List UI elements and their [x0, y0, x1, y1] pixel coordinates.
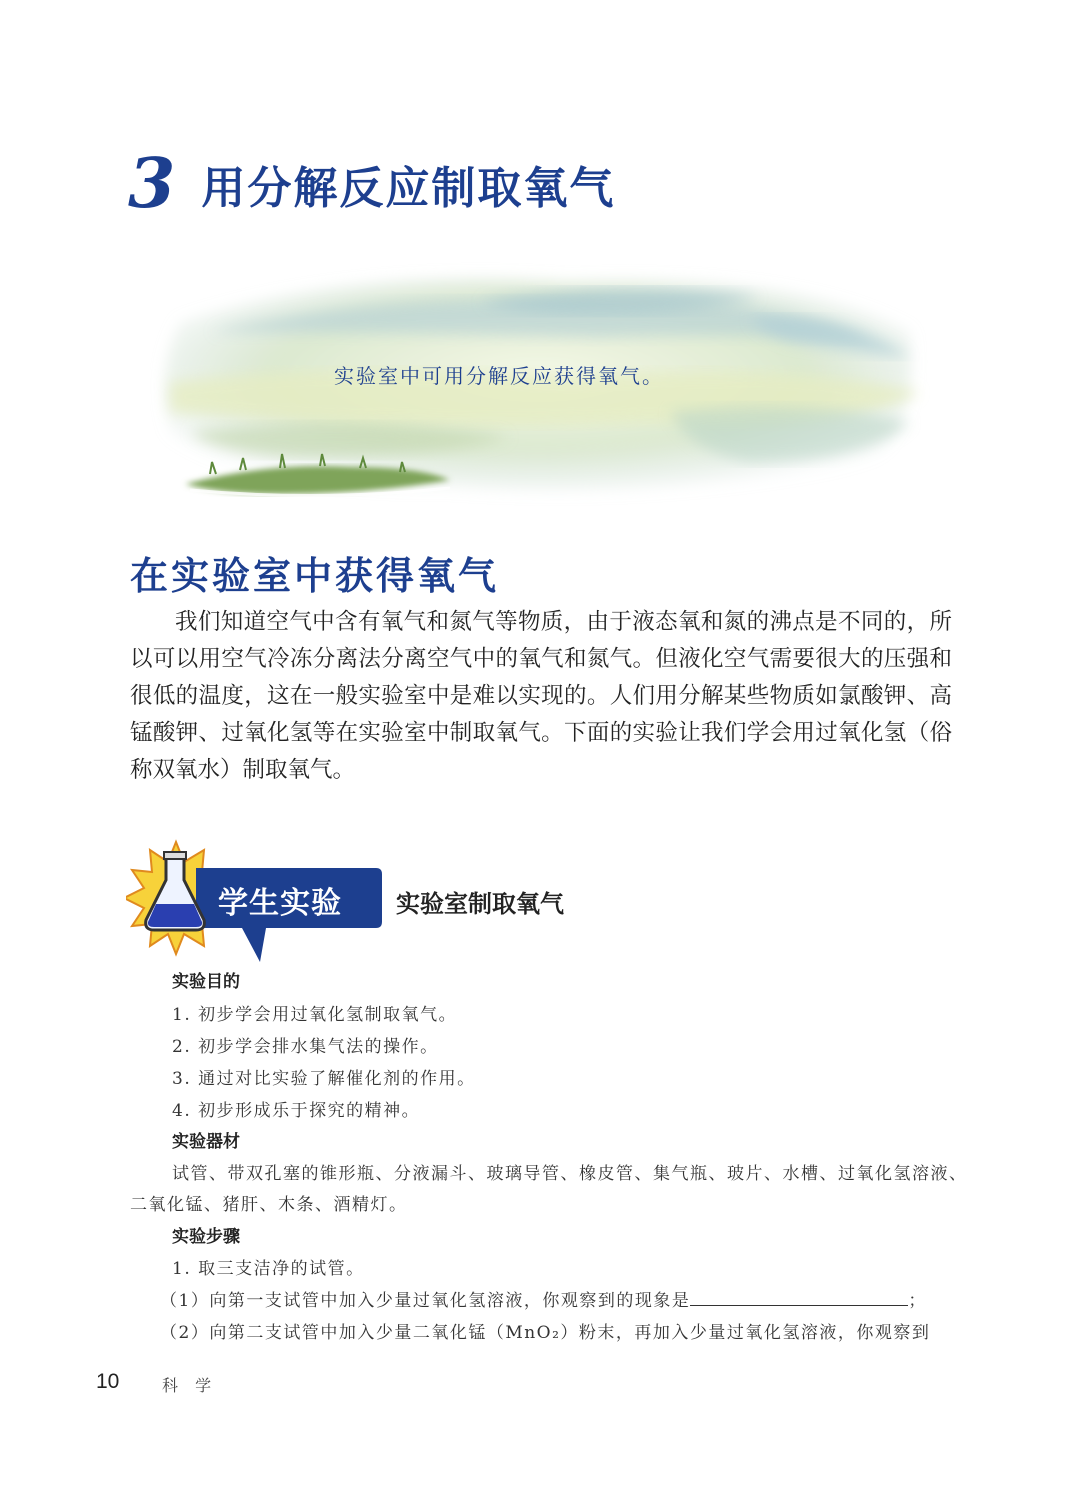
materials-heading: 实验器材 [172, 1132, 240, 1152]
step-item: 1. 取三支洁净的试管。 [172, 1259, 365, 1279]
purpose-heading: 实验目的 [172, 972, 240, 992]
materials-line: 二氧化锰、猪肝、木条、酒精灯。 [130, 1195, 408, 1215]
purpose-item: 2. 初步学会排水集气法的操作。 [172, 1037, 439, 1057]
intro-paragraph: 我们知道空气中含有氧气和氮气等物质，由于液态氧和氮的沸点是不同的，所以可以用空气冷冻分离法分离空气中的氧气和氮气。但液化空气需要很大的压强和很低的温度，这在一般实验室中是难以实现的。人们用分解某些物质如氯酸钾、高锰酸钾、过氧化氢等在实验室中制取氧气。下面的实验让我们学会用过氧化氢（俗称双氧水）制取氧气。 [130, 609, 952, 783]
chapter-heading [128, 144, 616, 224]
watercolor-banner [150, 262, 930, 512]
purpose-item: 3. 通过对比实验了解催化剂的作用。 [172, 1069, 476, 1089]
step-item: （2）向第二支试管中加入少量二氧化锰（MnO₂）粉末，再加入少量过氧化氢溶液，你观察到 [160, 1323, 931, 1343]
student-experiment-header [126, 836, 646, 964]
purpose-item: 1. 初步学会用过氧化氢制取氧气。 [172, 1005, 458, 1025]
experiment-title: 实验室制取氧气 [396, 890, 564, 918]
steps-heading: 实验步骤 [172, 1227, 240, 1247]
chapter-title: 用分解反应制取氧气 [201, 163, 616, 214]
materials-line: 试管、带双孔塞的锥形瓶、分液漏斗、玻璃导管、橡皮管、集气瓶、玻片、水槽、过氧化氢溶液、 [172, 1164, 968, 1184]
answer-blank[interactable] [690, 1287, 908, 1306]
student-experiment-label: 学生实验 [218, 886, 342, 921]
step-text: （1）向第一支试管中加入少量过氧化氢溶液，你观察到的现象是 [160, 1291, 691, 1311]
chapter-number: 3 [128, 144, 176, 224]
step-end: ； [908, 1291, 927, 1311]
experiment-badge-graphic [126, 836, 646, 964]
page-number: 10 [96, 1370, 120, 1393]
section-title: 在实验室中获得氧气 [130, 554, 500, 598]
banner-caption: 实验室中可用分解反应获得氧气。 [334, 364, 664, 388]
step-item [160, 1286, 927, 1311]
purpose-item: 4. 初步形成乐于探究的精神。 [172, 1101, 421, 1121]
subject-label: 科 学 [162, 1376, 218, 1395]
